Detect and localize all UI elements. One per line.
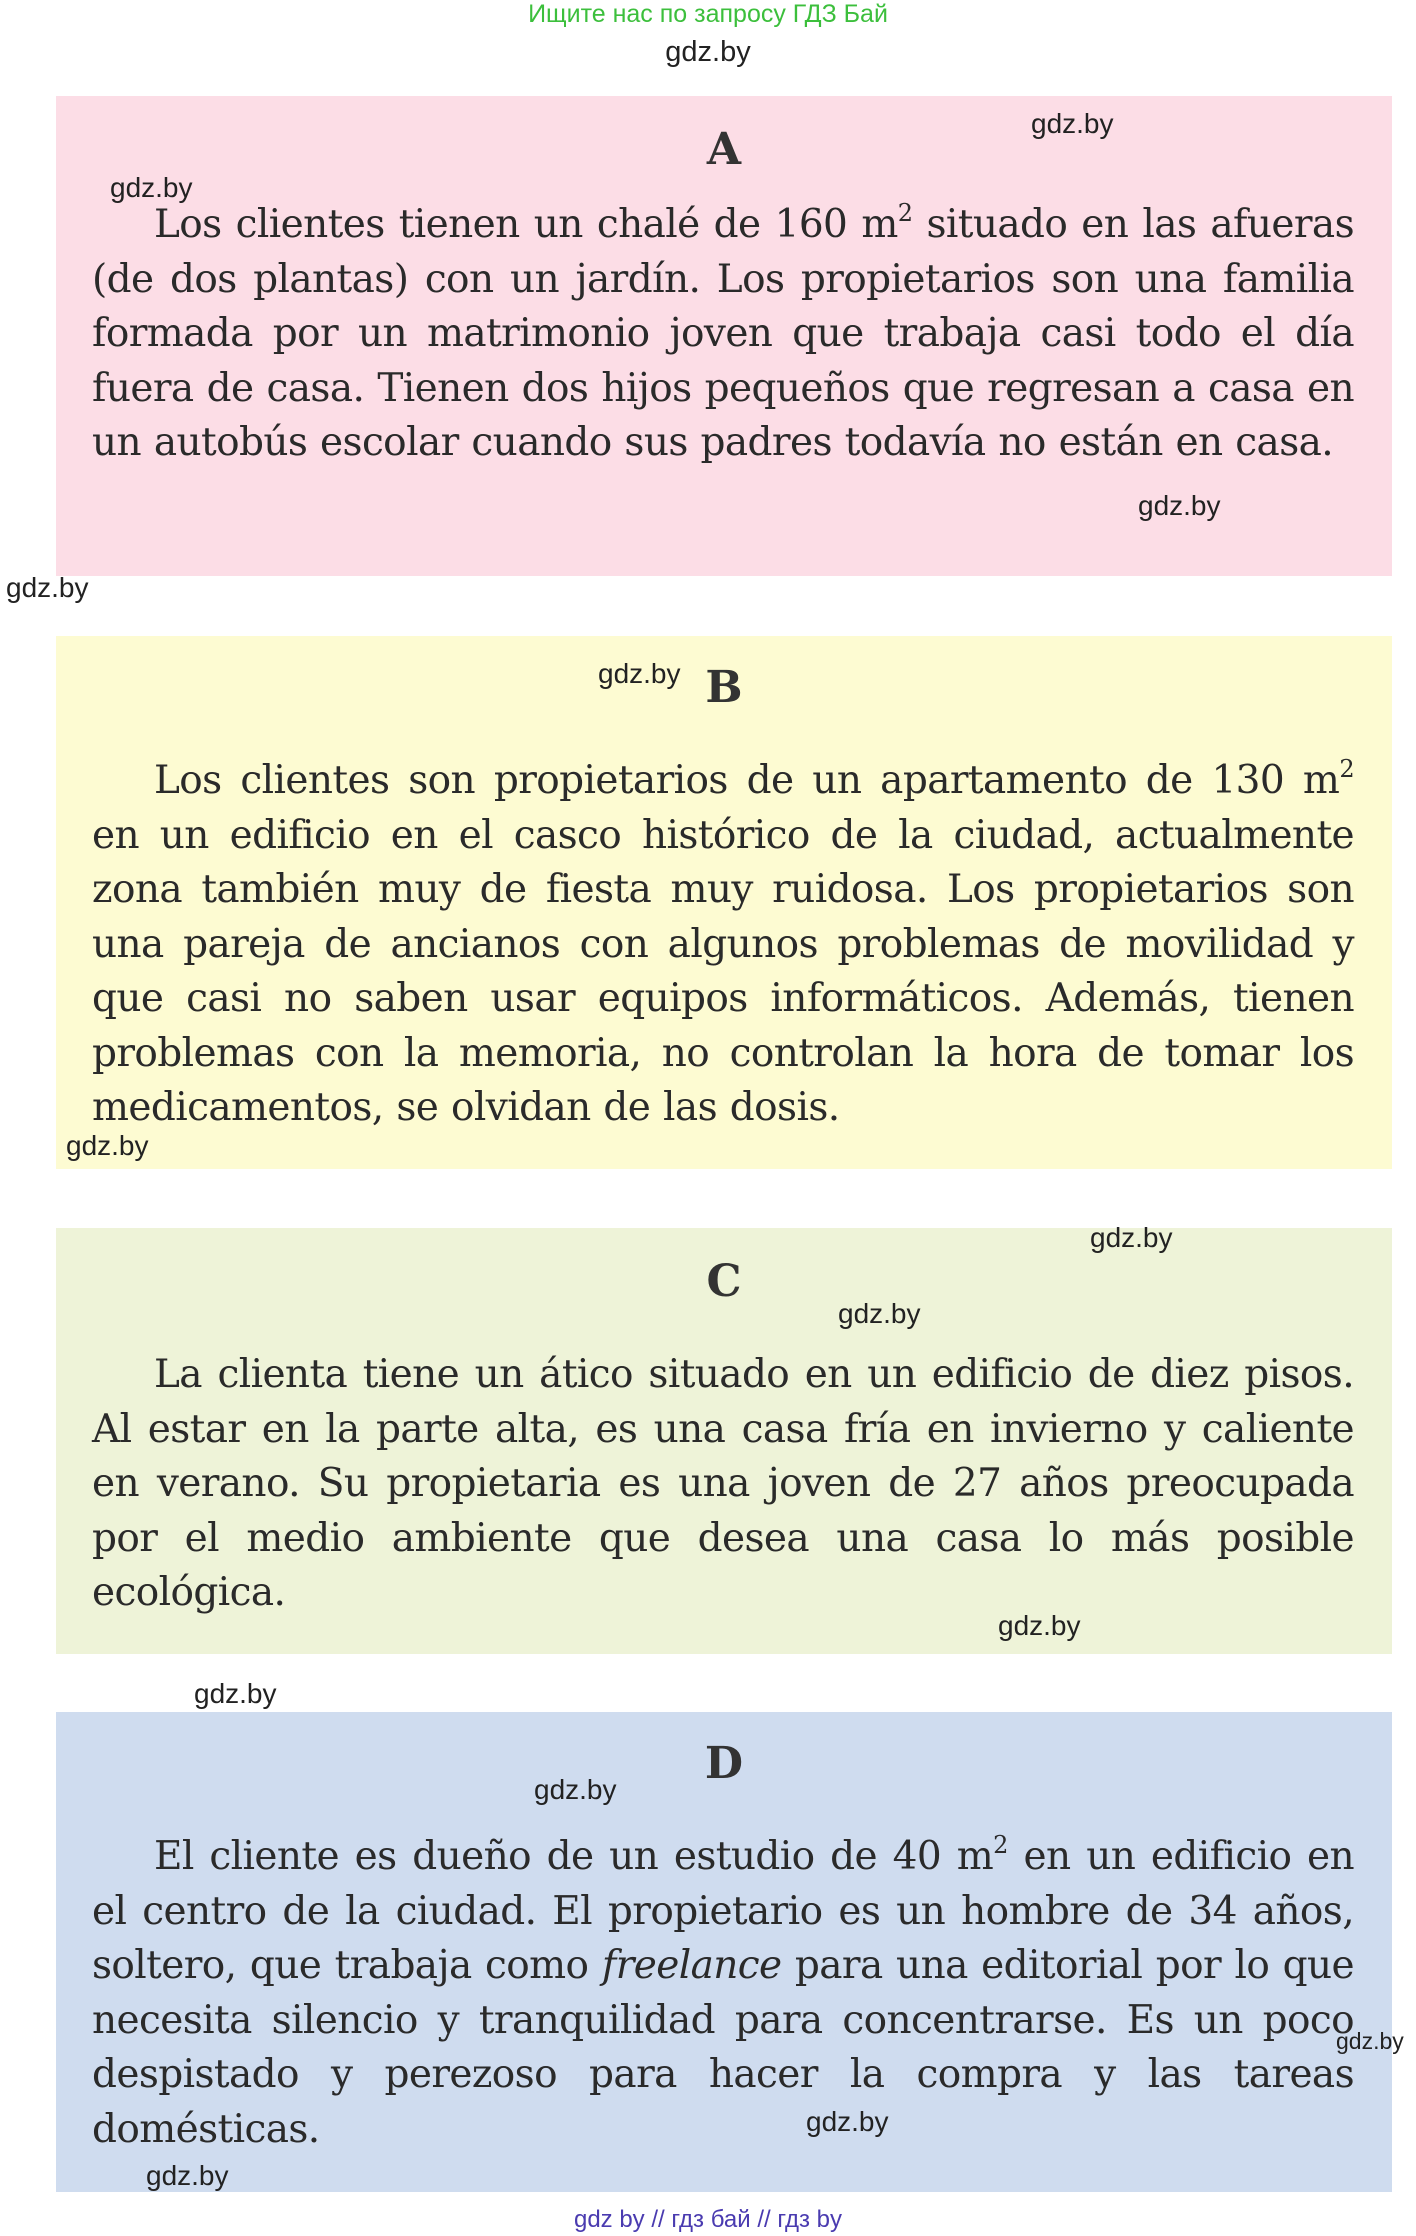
watermark: gdz.by [598, 658, 681, 689]
card-d-letter: D [704, 1738, 744, 1789]
watermark: gdz.by [110, 172, 193, 203]
card-a-letter: A [706, 124, 742, 175]
search-hint-banner: Ищите нас по запросу ГДЗ Бай [528, 0, 888, 28]
watermark: gdz.by [838, 1298, 921, 1329]
watermark: gdz.by [1138, 490, 1221, 521]
card-c [56, 1228, 1392, 1654]
watermark: gdz.by [6, 572, 89, 603]
card-b-letter: B [705, 662, 743, 713]
card-c-letter: C [706, 1256, 742, 1307]
watermark: gdz.by [1336, 2028, 1404, 2054]
card-b-text: Los clientes son propietarios de un apartamento de 130 $m^2$ en un edificio en el casco histórico de la ciudad, actualmente zona también muy de fiesta muy ruidosa. Los propietarios son una pareja de ancianos con algunos problemas de movilidad y que casi no saben usar equipos informáticos. Además, tienen problemas con la memoria, no controlan la hora de tomar los medicamentos, se olvidan de las dosis. [92, 755, 1354, 1130]
watermark: gdz.by [1090, 1222, 1173, 1253]
watermark: gdz.by [998, 1610, 1081, 1641]
watermark: gdz.by [1031, 108, 1114, 139]
watermark: gdz.by [66, 1130, 149, 1161]
card-a-text: Los clientes tienen un chalé de 160 $m^2$ situado en las afueras (de dos plantas) con un jardín. Los propietarios son una familia formada por un matrimonio joven que trabaja casi todo el día fuera de casa. Tienen dos hijos pequeños que regresan a casa en un autobús escolar cuando sus padres todavía no están en casa. [92, 199, 1354, 465]
site-name: gdz.by [665, 36, 751, 68]
watermark: gdz.by [534, 1774, 617, 1805]
card-d-text: El cliente es dueño de un estudio de 40 $m^2$ en un edificio en el centro de la ciudad. El propietario es un hombre de 34 años, soltero, que trabaja como freelance para una editorial por lo que necesita silencio y tranquilidad para concentrarse. Es un poco despistado y perezoso para hacer la compra y las tareas domésticas. [92, 1831, 1355, 2152]
card-d [56, 1712, 1392, 2192]
watermark: gdz.by [806, 2106, 889, 2137]
card-c-text: La clienta tiene un ático situado en un edificio de diez pisos. Al estar en la parte alta, es una casa fría en invierno y caliente en verano. Su propietaria es una joven de 27 años preocupada por el medio ambiente que desea una casa lo más posible ecológica. [92, 1352, 1354, 1615]
card-b [56, 636, 1392, 1169]
footer-links: gdz by // гдз бай // гдз by [573, 2206, 843, 2233]
watermark: gdz.by [194, 1678, 277, 1709]
watermark: gdz.by [146, 2160, 229, 2191]
